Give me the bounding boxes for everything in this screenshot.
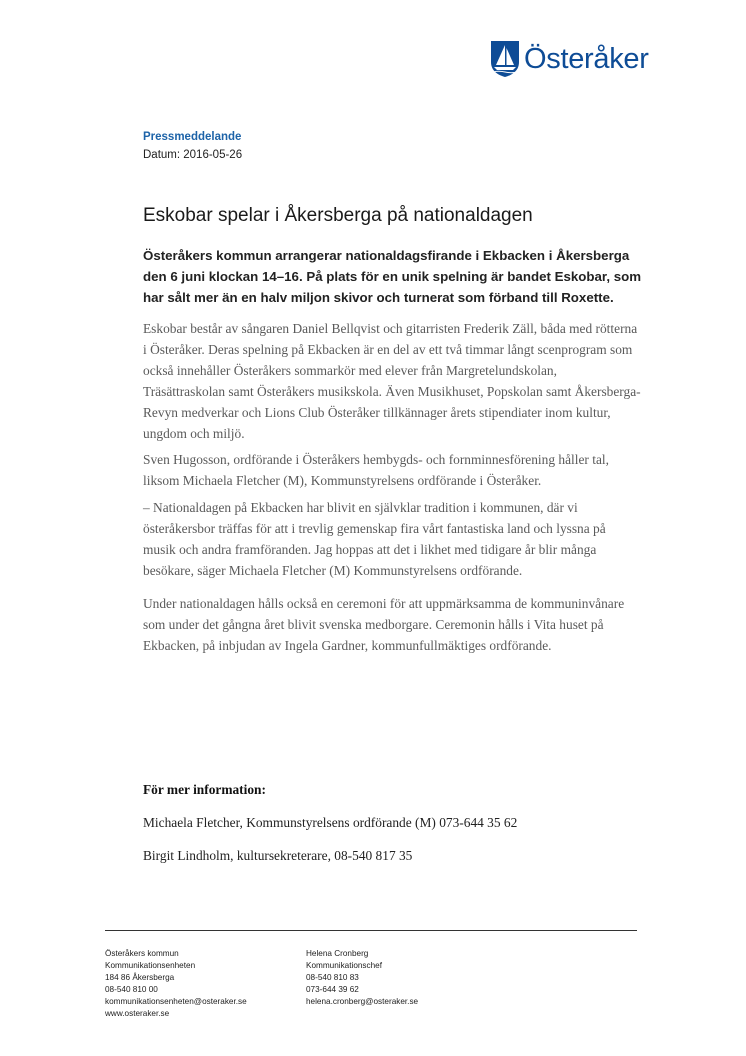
footer-department: Kommunikationsenheten [105, 961, 196, 971]
document-date: Datum: 2016-05-26 [143, 149, 243, 161]
body-paragraph: Under nationaldagen hålls också en ceremoni för att uppmärksamma de kommuninvånare som under det gångna året blivit svenska medborgare. Ceremonin hålls i Vita huset på Ekbacken, på inbjudan av Ingela Gardner, kommunfullmäktiges ordförande. [143, 596, 625, 653]
brand-logo [490, 40, 649, 78]
footer-org-name: Österåkers kommun [105, 949, 179, 958]
footer-website-link[interactable]: www.osteraker.se [105, 1009, 170, 1019]
body-paragraph: Sven Hugosson, ordförande i Österåkers hembygds- och fornminnesförening håller tal, liksom Michaela Fletcher (M), Kommunstyrelsens ordförande i Österåker. [143, 452, 609, 488]
footer-organization-block [105, 948, 247, 1021]
contact-line: Birgit Lindholm, kultursekreterare, 08-540 817 35 [143, 848, 413, 863]
footer-email-link[interactable]: kommunikationsenheten@osteraker.se [105, 997, 247, 1007]
footer-contact-phone: 08-540 810 83 [306, 973, 359, 983]
footer-divider [105, 930, 637, 931]
sailboat-shield-icon [490, 40, 520, 78]
footer-contact-mobile: 073-644 39 62 [306, 985, 359, 995]
more-info-heading: För mer information: [143, 782, 266, 797]
body-paragraph: Eskobar består av sångaren Daniel Bellqvist och gitarristen Frederik Zäll, båda med rötterna i Österåker. Deras spelning på Ekbacken är en del av ett två timmar långt scenprogram som också innehåller Österåkers sommarkör med elever från Margretelundskolan, Träsättraskolan samt Österåkers musikskola. Även Musikhuset, Popskolan samt Åkersberga-Revyn medverkar och Lions Club Österåker tillkännager årets stipendiater inom kultur, ungdom och miljö. [143, 321, 641, 441]
footer-contact-block [306, 948, 418, 1008]
contact-line: Michaela Fletcher, Kommunstyrelsens ordförande (M) 073-644 35 62 [143, 815, 518, 830]
footer-contact-name: Helena Cronberg [306, 949, 369, 958]
footer-contact-email-link[interactable]: helena.cronberg@osteraker.se [306, 997, 419, 1007]
footer-phone: 08-540 810 00 [105, 985, 158, 995]
document-type-label: Pressmeddelande [143, 131, 242, 143]
footer-contact-title: Kommunikationschef [306, 961, 382, 971]
footer-address: 184 86 Åkersberga [105, 973, 175, 983]
lead-paragraph: Österåkers kommun arrangerar nationaldagsfirande i Ekbacken i Åkersberga den 6 juni klockan 14–16. På plats för en unik spelning är bandet Eskobar, som har sålt mer än en halv miljon skivor och turnerat som förband till Roxette. [143, 248, 642, 305]
brand-name: Österåker [524, 42, 649, 75]
page-title: Eskobar spelar i Åkersberga på nationaldagen [143, 205, 533, 226]
quote-paragraph: – Nationaldagen på Ekbacken har blivit en självklar tradition i kommunen, där vi österåkersbor träffas för att i trevlig gemenskap fira vårt fantastiska land och lyssna på musik och andra framföranden. Jag hoppas att det i likhet med tidigare år blir många besökare, säger Michaela Fletcher (M) Kommunstyrelsens ordförande. [143, 500, 606, 578]
